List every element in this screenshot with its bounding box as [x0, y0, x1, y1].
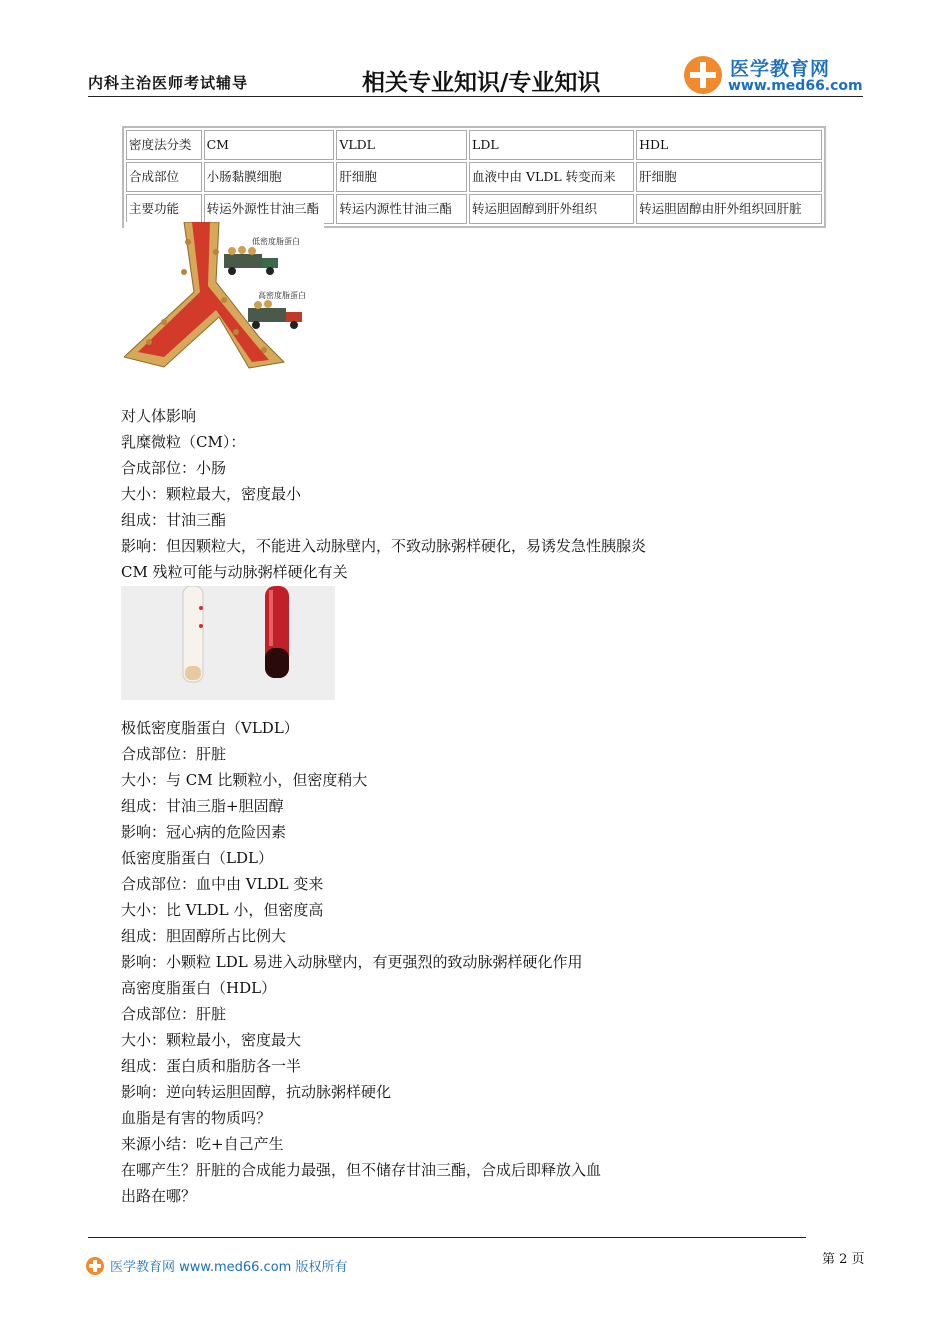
- artery-lipoprotein-illustration: [124, 222, 324, 370]
- logo-brand: 医学教育网: [730, 58, 831, 80]
- logo-url: www.med66.com: [728, 78, 863, 94]
- table-cell: 主要功能: [126, 194, 202, 224]
- site-logo[interactable]: [684, 52, 864, 98]
- text-line: 血脂是有害的物质吗？: [121, 1109, 272, 1127]
- text-line: 影响：小颗粒 LDL 易进入动脉壁内，有更强烈的致动脉粥样硬化作用: [121, 953, 583, 971]
- blood-tubes-photo: [121, 586, 335, 700]
- text-line: 合成部位：肝脏: [121, 1005, 227, 1023]
- table-row: [126, 194, 822, 224]
- text-line: 组成：甘油三酯: [121, 511, 227, 529]
- table-cell: 小肠黏膜细胞: [204, 162, 335, 192]
- text-line: 乳糜微粒（CM）：: [121, 433, 246, 451]
- text-line: 对人体影响: [121, 407, 197, 425]
- text-line: 组成：甘油三脂+胆固醇: [121, 797, 284, 815]
- text-line: 合成部位：血中由 VLDL 变来: [121, 875, 324, 893]
- text-line: 影响：冠心病的危险因素: [121, 823, 287, 841]
- table-row: [126, 130, 822, 160]
- text-line: 影响：但因颗粒大，不能进入动脉壁内，不致动脉粥样硬化，易诱发急性胰腺炎: [121, 537, 647, 555]
- figure-label-ldl: 低密度脂蛋白: [252, 237, 300, 246]
- table-cell: 肝细胞: [336, 162, 467, 192]
- text-line: CM 残粒可能与动脉粥样硬化有关: [121, 563, 348, 581]
- table-row: [126, 162, 822, 192]
- text-line: 来源小结：吃+自己产生: [121, 1135, 284, 1153]
- medical-cross-icon: [86, 1257, 104, 1275]
- page-title: 相关专业知识/专业知识: [362, 70, 601, 96]
- footer-divider: [88, 1237, 806, 1238]
- table-cell: 合成部位: [126, 162, 202, 192]
- text-line: 组成：蛋白质和脂肪各一半: [121, 1057, 302, 1075]
- table-cell: VLDL: [336, 130, 467, 160]
- text-line: 大小：比 VLDL 小，但密度高: [121, 901, 324, 919]
- table-cell: 转运胆固醇由肝外组织回肝脏: [636, 194, 822, 224]
- text-line: 极低密度脂蛋白（VLDL）: [121, 719, 299, 737]
- table-cell: LDL: [469, 130, 634, 160]
- table-cell: 转运外源性甘油三酯: [204, 194, 335, 224]
- header-subtitle: 内科主治医师考试辅导: [88, 74, 249, 92]
- medical-cross-icon: [684, 56, 722, 94]
- table-cell: 转运胆固醇到肝外组织: [469, 194, 634, 224]
- text-line: 大小：颗粒最小，密度最大: [121, 1031, 302, 1049]
- lipoprotein-table: [122, 126, 826, 228]
- figure-label-hdl: 高密度脂蛋白: [258, 291, 306, 300]
- table-cell: 转运内源性甘油三酯: [336, 194, 467, 224]
- text-line: 合成部位：肝脏: [121, 745, 227, 763]
- footer-copyright[interactable]: 医学教育网 www.med66.com 版权所有: [110, 1260, 348, 1275]
- text-line: 出路在哪？: [121, 1187, 197, 1205]
- text-line: 影响：逆向转运胆固醇，抗动脉粥样硬化: [121, 1083, 392, 1101]
- table-cell: 密度法分类: [126, 130, 202, 160]
- text-line: 高密度脂蛋白（HDL）: [121, 979, 277, 997]
- table-cell: 肝细胞: [636, 162, 822, 192]
- table-cell: CM: [204, 130, 335, 160]
- table-cell: 血液中由 VLDL 转变而来: [469, 162, 634, 192]
- text-line: 在哪产生？肝脏的合成能力最强，但不储存甘油三酯，合成后即释放入血: [121, 1161, 602, 1179]
- table-cell: HDL: [636, 130, 822, 160]
- header-divider: [88, 96, 863, 97]
- text-line: 大小：与 CM 比颗粒小，但密度稍大: [121, 771, 368, 789]
- text-line: 合成部位：小肠: [121, 459, 227, 477]
- page-number: 第 2 页: [822, 1252, 865, 1267]
- text-line: 组成：胆固醇所占比例大: [121, 927, 287, 945]
- text-line: 大小：颗粒最大，密度最小: [121, 485, 302, 503]
- text-line: 低密度脂蛋白（LDL）: [121, 849, 273, 867]
